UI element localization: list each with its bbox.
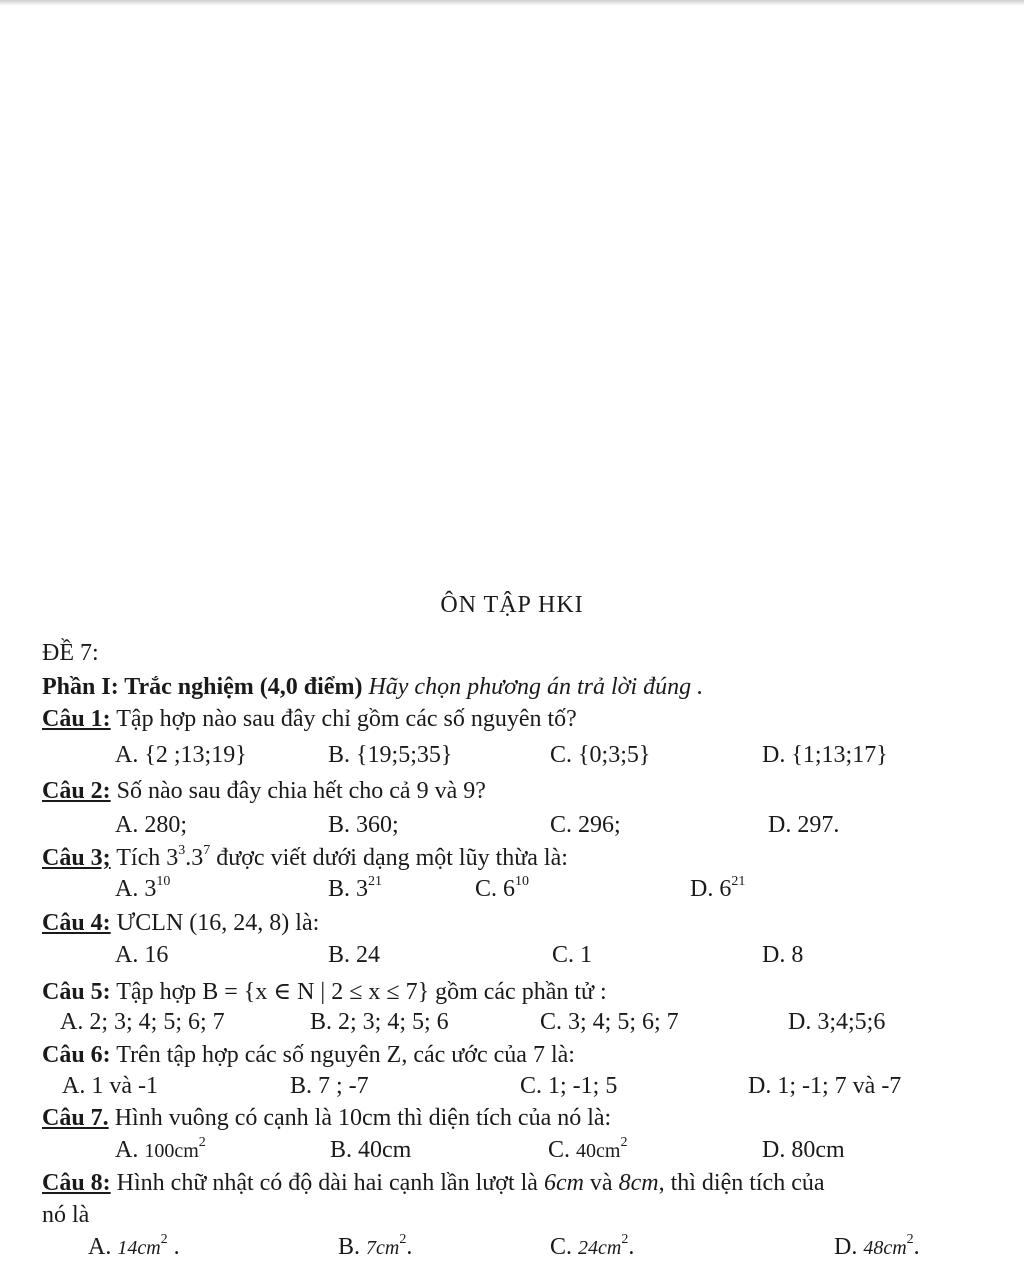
- q8-option-c: C. $24cm^2$.: [550, 1232, 635, 1260]
- question-2-text: Số nào sau đây chia hết cho cả 9 và 9?: [116, 778, 486, 804]
- question-1-label: Câu 1:: [42, 706, 111, 732]
- section-label: Phần I: Trắc nghiệm (4,0 điểm): [42, 674, 363, 700]
- q1-option-c: C. {0;3;5}: [550, 742, 651, 768]
- q5-option-b: B. 2; 3; 4; 5; 6: [310, 1009, 449, 1035]
- question-2: [42, 778, 486, 805]
- q2-option-b: B. 360;: [328, 812, 399, 838]
- q2-option-d: D. 297.: [768, 812, 840, 838]
- q7-option-b: B. 40cm: [330, 1137, 412, 1163]
- section-instruction: Hãy chọn phương án trả lời đúng .: [368, 674, 704, 700]
- question-4-text: ƯCLN (16, 24, 8) là:: [116, 910, 320, 936]
- q3-option-c: C. $6^{10}$: [475, 874, 530, 902]
- q3-option-b: B. $3^{21}$: [328, 874, 383, 902]
- q8-option-d: D. $48cm^2$.: [834, 1232, 920, 1260]
- q2-option-a: A. 280;: [115, 812, 187, 838]
- q7-option-c: C. $40cm^2$: [548, 1135, 628, 1163]
- q7-option-a: A. $100cm^2$: [115, 1135, 206, 1163]
- question-7-text: Hình vuông có cạnh là 10cm thì diện tích của nó là:: [114, 1105, 612, 1131]
- question-6: [42, 1042, 575, 1069]
- q6-option-d: D. 1; -1; 7 và -7: [748, 1073, 902, 1099]
- q1-option-d: D. {1;13;17}: [762, 742, 888, 768]
- q7-option-d: D. 80cm: [762, 1137, 845, 1163]
- question-7: [42, 1105, 611, 1132]
- question-2-label: Câu 2:: [42, 778, 111, 804]
- exam-code: ĐỀ 7:: [42, 640, 99, 666]
- q5-option-a: A. 2; 3; 4; 5; 6; 7: [60, 1009, 225, 1035]
- question-1: [42, 706, 577, 733]
- question-3-label: Câu 3;: [42, 845, 111, 871]
- question-5-label: Câu 5:: [42, 979, 111, 1005]
- q6-option-c: C. 1; -1; 5: [520, 1073, 618, 1099]
- q8-option-a: A. $14cm^2$ .: [88, 1232, 180, 1260]
- question-3-text: Tích $3^3.3^7$ được viết dưới dạng một lũy thừa là:: [116, 843, 568, 871]
- question-8-text: Hình chữ nhật có độ dài hai cạnh lần lượt là 6cm và 8cm, thì diện tích của: [116, 1170, 825, 1196]
- question-6-text: Trên tập hợp các số nguyên Z, các ước của 7 là:: [116, 1042, 575, 1068]
- question-5-text: Tập hợp B = {x ∈ N | 2 ≤ x ≤ 7} gồm các phần tử :: [116, 979, 607, 1005]
- question-8-label: Câu 8:: [42, 1170, 111, 1196]
- question-4: [42, 910, 319, 937]
- section-header: [42, 674, 703, 701]
- q4-option-b: B. 24: [328, 942, 381, 968]
- q4-option-c: C. 1: [552, 942, 593, 968]
- q1-option-a: A. {2 ;13;19}: [115, 742, 247, 768]
- q3-option-a: A. $3^{10}$: [115, 874, 171, 902]
- page-title: ÔN TẬP HKI: [440, 592, 584, 618]
- q5-option-c: C. 3; 4; 5; 6; 7: [540, 1009, 679, 1035]
- q6-option-b: B. 7 ; -7: [290, 1073, 369, 1099]
- q6-option-a: A. 1 và -1: [62, 1073, 158, 1099]
- question-3: [42, 845, 568, 872]
- q2-option-c: C. 296;: [550, 812, 621, 838]
- q5-option-d: D. 3;4;5;6: [788, 1009, 886, 1035]
- question-8: [42, 1170, 825, 1197]
- question-5: [42, 977, 607, 1006]
- question-4-label: Câu 4:: [42, 910, 111, 936]
- q4-option-a: A. 16: [115, 942, 169, 968]
- q1-option-b: B. {19;5;35}: [328, 742, 453, 768]
- q4-option-d: D. 8: [762, 942, 804, 968]
- question-6-label: Câu 6:: [42, 1042, 111, 1068]
- question-7-label: Câu 7.: [42, 1105, 109, 1131]
- question-1-text: Tập hợp nào sau đây chỉ gồm các số nguyên tố?: [116, 706, 577, 732]
- question-8-continuation: nó là: [42, 1202, 90, 1228]
- q3-option-d: D. $6^{21}$: [690, 874, 746, 902]
- q8-option-b: B. $7cm^2$.: [338, 1232, 413, 1260]
